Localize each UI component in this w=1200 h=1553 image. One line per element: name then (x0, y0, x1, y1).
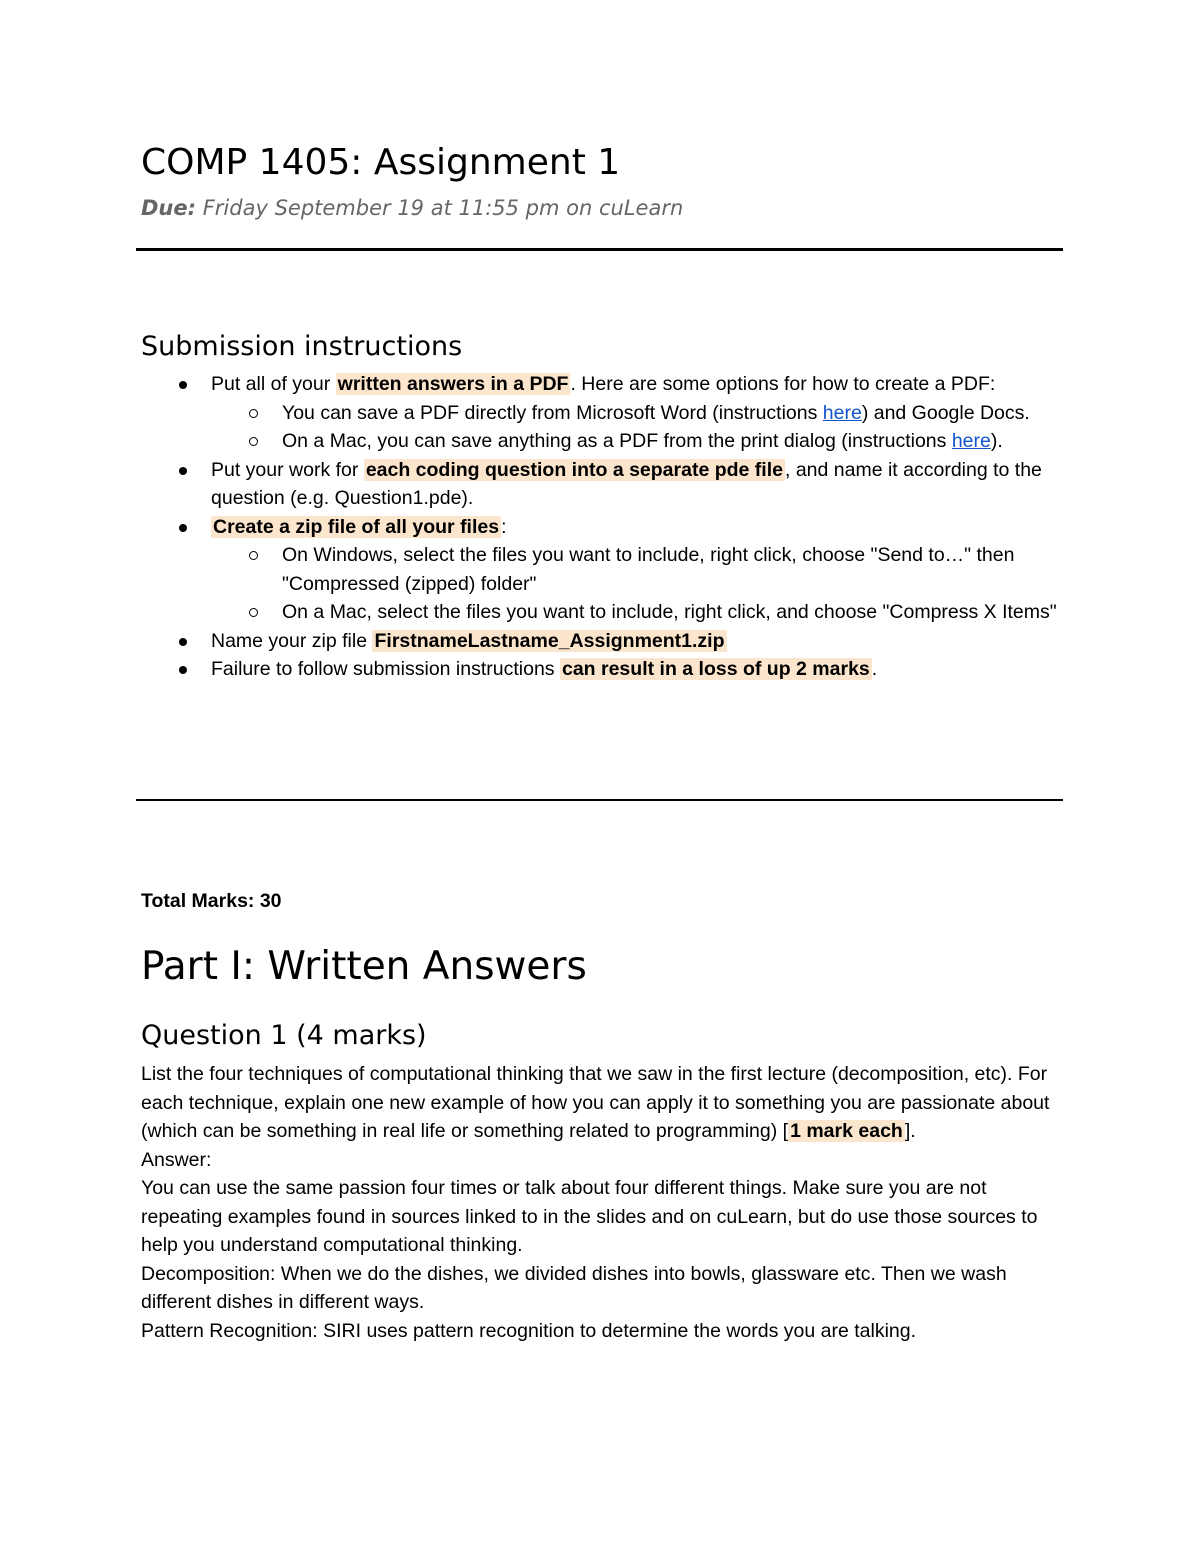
bullet-icon (179, 381, 187, 389)
submission-heading: Submission instructions (141, 331, 463, 362)
highlight: can result in a loss of up 2 marks (561, 658, 870, 680)
answer-paragraph: You can use the same passion four times or talk about four different things. Make sure you are not repeating examples found in sources linked to in the slides and on cuLearn, but do use those sources to help you understand computational thinking. (141, 1177, 1038, 1256)
bullet-icon (179, 524, 187, 532)
section-divider (136, 799, 1063, 801)
question-heading: Question 1 (4 marks) (141, 1020, 427, 1051)
sub-list-item: On a Mac, select the files you want to include, right click, and choose "Compress X Items" (141, 598, 1062, 627)
answer-paragraph: Pattern Recognition: SIRI uses pattern recognition to determine the words you are talking. (141, 1319, 917, 1342)
bullet-icon (179, 666, 187, 674)
bullet-icon (179, 638, 187, 646)
list-item: Put your work for each coding question into a separate pde file , and name it according to the question (e.g. Question1.pde). (141, 456, 1062, 513)
highlight: written answers in a PDF (337, 373, 569, 395)
highlight: Create a zip file of all your files (213, 515, 500, 538)
list-item: Name your zip file FirstnameLastname_Assignment1.zip (141, 627, 1062, 656)
sub-list-item: On Windows, select the files you want to include, right click, choose "Send to…" then "Compressed (zipped) folder" (141, 541, 1062, 598)
circle-bullet-icon (249, 608, 258, 617)
question-text: List the four techniques of computational thinking that we saw in the first lecture (decomposition, etc). For each technique, explain one new example of how you can apply it to something you are passionate about (which can be something in real life or something related to programming) [ 1 mark each ]. (141, 1063, 1050, 1142)
header-divider (136, 248, 1063, 251)
header (141, 140, 1062, 222)
list-item: Failure to follow submission instructions can result in a loss of up 2 marks . (141, 655, 1062, 684)
highlight: 1 mark each (790, 1120, 903, 1142)
due-date (141, 194, 1062, 222)
sub-list-item: On a Mac, you can save anything as a PDF from the print dialog (instructions here). (141, 427, 1062, 456)
page-title: COMP 1405: Assignment 1 (141, 142, 621, 183)
due-text: Friday September 19 at 11:55 pm on cuLearn (202, 196, 684, 220)
word-instructions-link[interactable]: here (822, 401, 862, 424)
circle-bullet-icon (249, 551, 258, 560)
list-item: Put all of your written answers in a PDF . Here are some options for how to create a PDF: (141, 370, 1062, 399)
answer-paragraph: Decomposition: When we do the dishes, we divided dishes into bowls, glassware etc. Then we wash different dishes in different ways. (141, 1262, 1007, 1313)
submission-list (141, 370, 1062, 684)
due-label: Due: (141, 196, 197, 220)
question-body (141, 1060, 1062, 1345)
answer-label: Answer: (141, 1148, 212, 1171)
part-heading: Part I: Written Answers (141, 944, 587, 989)
mac-instructions-link[interactable]: here (951, 430, 991, 452)
highlight: FirstnameLastname_Assignment1.zip (374, 629, 725, 652)
sub-list-item: You can save a PDF directly from Microsoft Word (instructions here) and Google Docs. (141, 399, 1062, 428)
list-item: Create a zip file of all your files : (141, 513, 1062, 542)
bullet-icon (179, 467, 187, 475)
total-marks: Total Marks: 30 (141, 890, 282, 912)
circle-bullet-icon (249, 409, 258, 418)
circle-bullet-icon (249, 437, 258, 446)
highlight: each coding question into a separate pde file (365, 458, 783, 481)
